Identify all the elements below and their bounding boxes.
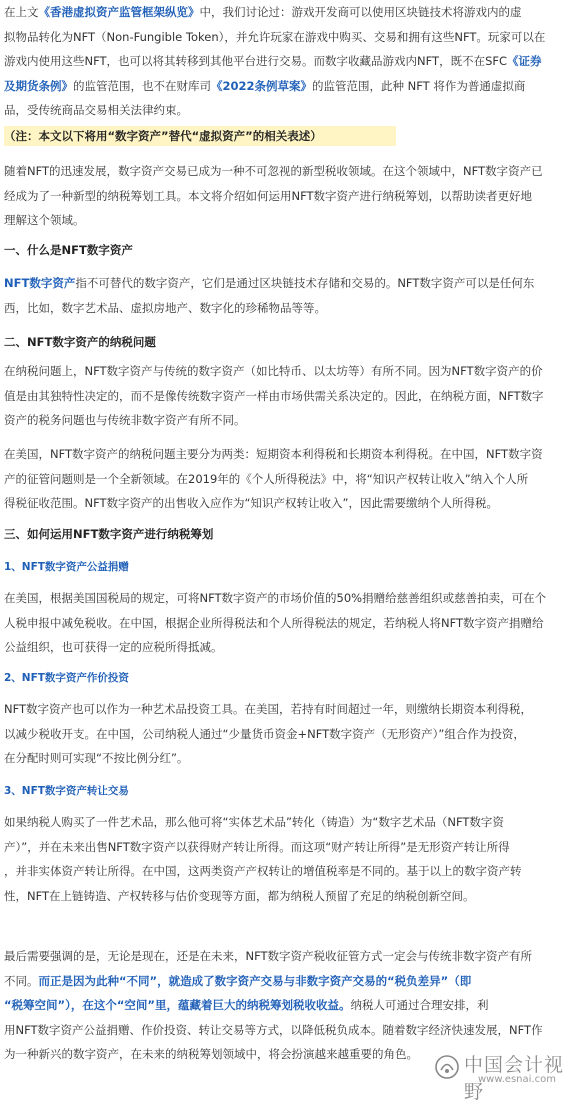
subheading-investment: 2、NFT数字资产作价投资 bbox=[4, 672, 129, 684]
text-line: 如果纳税人购买了一件艺术品，那么他可将“实体艺术品”转化（铸造）为“数字艺术品（NFT数字资 bbox=[4, 815, 504, 829]
text-line: 用NFT数字资产公益捐赠、作价投资、转让交易等方式，以降低税负成本。随着数字经济快速发展，NFT作 bbox=[4, 1022, 543, 1037]
watermark bbox=[434, 1050, 574, 1103]
text-line: 公益组织，也可获得一定的应税所得抵减。 bbox=[4, 640, 223, 654]
text-line: 值是由其独特性决定的，而不是像传统数字资产一样由市场供需关系决定的。因此，在纳税方面，NFT数字 bbox=[4, 388, 544, 403]
section-heading-3: 三、如何运用NFT数字资产进行纳税筹划 bbox=[4, 527, 214, 541]
text-line: 经成为了一种新型的纳税筹划工具。本文将介绍如何运用NFT数字资产进行纳税筹划，以帮助读者更好地 bbox=[4, 188, 533, 203]
highlight-note: （注：本文以下将用“数字资产”替代“虚拟资产”的相关表述） bbox=[4, 126, 396, 146]
term-nft-asset: NFT数字资产 bbox=[4, 276, 76, 290]
text-line: NFT数字资产也可以作为一种艺术品投资工具。在美国，若持有时间超过一年，则缴纳长期资本利得税， bbox=[4, 702, 533, 716]
paragraph-transfer bbox=[4, 810, 570, 908]
text-line: 产）”，并在未来出售NFT数字资产以获得财产转让所得。而这项“财产转让所得”是无形资产转让所得 bbox=[4, 839, 510, 854]
text-line: 纳税人可通过合理安排，利 bbox=[350, 998, 489, 1012]
text-line: 理解这个领域。 bbox=[4, 213, 85, 227]
text-line: 以减少税收开支。在中国，公司纳税人通过“少量货币资金+NFT数字资产（无形资产）”组合作为投资， bbox=[4, 726, 525, 741]
intro-text: 拟物品转化为NFT（Non-Fungible Token），并允许玩家在游戏中购买、交易和拥有这些NFT。玩家可以在 bbox=[4, 29, 546, 44]
link-securities-ordinance[interactable]: 《证券 bbox=[507, 54, 542, 68]
text-line: ，并非实体资产转让所得。在中国，这两类资产产权转让的增值税率是不同的。基于以上的数字资产转 bbox=[4, 864, 522, 878]
link-hk-framework[interactable]: 《香港虚拟资产监管框架纵览》 bbox=[38, 5, 200, 19]
intro-text: 的监管范围，也不在财库司 bbox=[73, 78, 211, 93]
intro-text: 品，受传统商品交易相关法律约束。 bbox=[4, 103, 188, 117]
paragraph-investment bbox=[4, 697, 570, 771]
link-2022-bill[interactable]: 《2022条例草案》 bbox=[211, 78, 313, 93]
text-line: 人税申报中减免税收。在中国，根据企业所得税法和个人所得税法的规定，若纳税人将NFT数字资产捐赠给 bbox=[4, 615, 544, 630]
text-line: 不同。 bbox=[4, 973, 39, 988]
subheading-donation: 1、NFT数字资产公益捐赠 bbox=[4, 561, 129, 573]
text-line: 在分配时则可实现“不按比例分红”。 bbox=[4, 751, 189, 765]
paragraph-tax-difference bbox=[4, 359, 570, 433]
text-line: 在美国，根据美国国税局的规定，可将NFT数字资产的市场价值的50%捐赠给慈善组织或慈善拍卖，可在个 bbox=[4, 591, 547, 605]
paragraph-donation bbox=[4, 586, 570, 660]
text-line: 产的征管问题则是一个全新领域。在2019年的《个人所得税法》中，将“知识产权转让收入”纳入个人所 bbox=[4, 471, 529, 486]
intro-text: 中，我们讨论过：游戏开发商可以使用区块链技术将游戏内的虚 bbox=[199, 5, 522, 19]
watermark-url: www.esnai.com bbox=[478, 1074, 556, 1085]
text-line: 指不可替代的数字资产，它们是通过区块链技术存储和交易的。NFT数字资产可以是任何东 bbox=[75, 276, 535, 290]
paragraph-overview bbox=[4, 159, 570, 233]
section-heading-2: 二、NFT数字资产的纳税问题 bbox=[4, 335, 156, 349]
emphasis-text: “税筹空间”），在这个“空间”里，蕴藏着巨大的纳税筹划税收收益。 bbox=[4, 998, 351, 1012]
paragraph-definition bbox=[4, 271, 570, 320]
text-line: 得税征收范围。NFT数字资产的出售收入应作为“知识产权转让收入”，因此需要缴纳个人所得税。 bbox=[4, 496, 498, 510]
paragraph-conclusion bbox=[4, 944, 570, 1067]
text-line: 资产的税务问题也与传统非数字资产有所不同。 bbox=[4, 413, 246, 427]
text-line: 西，比如，数字艺术品、虚拟房地产、数字化的珍稀物品等等。 bbox=[4, 300, 326, 315]
paragraph-us-china-tax bbox=[4, 442, 570, 516]
esnai-logo-icon bbox=[434, 1054, 460, 1080]
watermark-brand: 中国会计视野 bbox=[464, 1054, 565, 1103]
subheading-transfer: 3、NFT数字资产转让交易 bbox=[4, 785, 129, 797]
text-line: 在美国，NFT数字资产的纳税问题主要分为两类：短期资本利得税和长期资本利得税。在中国，NFT数字资 bbox=[4, 447, 543, 461]
text-line: 性，NFT在上链铸造、产权转移与估价变现等方面，都为纳税人预留了充足的纳税创新空间。 bbox=[4, 888, 475, 903]
intro-text: 游戏内使用这些NFT，也可以将其转移到其他平台进行交易。而数字收藏品游戏内NFT，既不在SFC bbox=[4, 54, 508, 68]
intro-paragraph bbox=[4, 0, 570, 123]
emphasis-text: 而正是因为此种“不同”，就造成了数字资产交易与非数字资产交易的“税负差异”（即 bbox=[38, 973, 472, 988]
section-heading-1: 一、什么是NFT数字资产 bbox=[4, 243, 133, 257]
text-line: 随着NFT的迅速发展，数字资产交易已成为一种不可忽视的新型税收领域。在这个领域中，NFT数字资产已 bbox=[4, 164, 543, 178]
text-line: 最后需要强调的是，无论是现在，还是在未来，NFT数字资产税收征管方式一定会与传统非数字资产有所 bbox=[4, 949, 533, 963]
link-securities-ordinance-cont[interactable]: 及期货条例》 bbox=[4, 78, 73, 93]
text-line: 为一种新兴的数字资产，在未来的纳税筹划领域中，将会扮演越来越重要的角色。 bbox=[4, 1047, 418, 1061]
intro-text: 的监管范围，此种 NFT 将作为普通虚拟商 bbox=[312, 78, 526, 93]
text-line: 在纳税问题上，NFT数字资产与传统的数字资产（如比特币、以太坊等）有所不同。因为NFT数字资产的价 bbox=[4, 364, 543, 378]
intro-text: 在上文 bbox=[4, 5, 39, 19]
